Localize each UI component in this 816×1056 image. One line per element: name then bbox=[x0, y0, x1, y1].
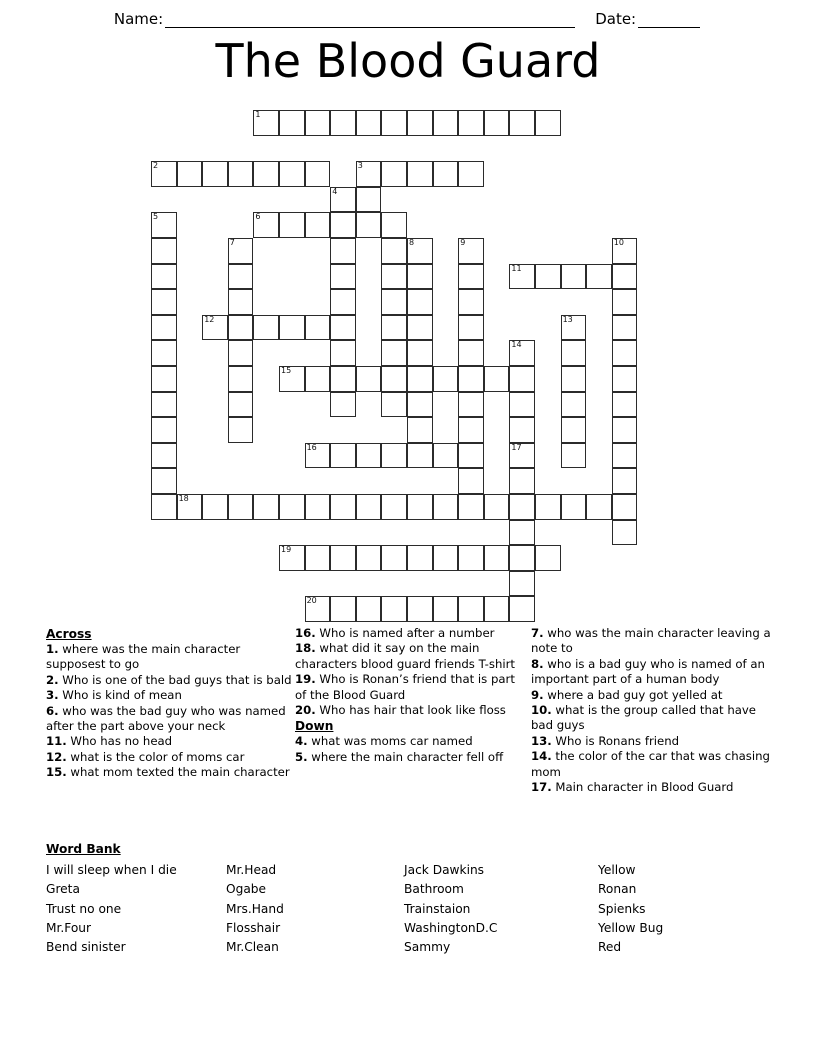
word-bank-item: Ronan bbox=[598, 882, 637, 897]
crossword-cell[interactable] bbox=[279, 161, 305, 187]
crossword-cell[interactable] bbox=[253, 212, 279, 238]
word-bank-item: Red bbox=[598, 940, 622, 955]
crossword-cell[interactable] bbox=[458, 392, 484, 418]
clue-number: 1. bbox=[46, 642, 59, 656]
crossword-cell[interactable] bbox=[535, 264, 561, 290]
word-bank-item: Mr.Head bbox=[226, 863, 277, 877]
clue-number: 9. bbox=[531, 687, 544, 702]
clue-item: 10. what is the group called that have bad guys bbox=[531, 703, 756, 733]
crossword-cell[interactable] bbox=[356, 545, 382, 571]
crossword-cell[interactable] bbox=[381, 315, 407, 341]
clue-item: 20. Who has hair that look like floss bbox=[295, 703, 506, 718]
clue-number: 3. bbox=[46, 688, 59, 703]
word-bank-item: Mr.Four bbox=[46, 920, 92, 935]
crossword-cell[interactable] bbox=[509, 264, 535, 290]
clue-number: 18. bbox=[295, 641, 316, 656]
clue-item: 17. Main character in Blood Guard bbox=[531, 780, 734, 795]
crossword-cell[interactable] bbox=[509, 468, 535, 494]
crossword-cell[interactable] bbox=[458, 161, 484, 187]
crossword-cell[interactable] bbox=[228, 161, 254, 187]
cell-number-15: 15 bbox=[281, 366, 292, 375]
crossword-cell[interactable] bbox=[458, 289, 484, 315]
crossword-cell[interactable] bbox=[151, 264, 177, 290]
cell-number-18: 18 bbox=[178, 494, 189, 503]
crossword-cell[interactable] bbox=[228, 238, 254, 264]
clue-number: 20. bbox=[295, 703, 316, 718]
crossword-cell[interactable] bbox=[458, 110, 484, 136]
cell-number-5: 5 bbox=[153, 212, 159, 222]
clue-item: 2. Who is one of the bad guys that is bald bbox=[46, 672, 292, 687]
crossword-cell[interactable] bbox=[381, 238, 407, 264]
crossword-cell[interactable] bbox=[253, 315, 279, 341]
crossword-cell[interactable] bbox=[407, 494, 433, 520]
crossword-cell[interactable] bbox=[253, 161, 279, 187]
crossword-cell[interactable] bbox=[381, 264, 407, 290]
crossword-cell[interactable] bbox=[305, 494, 331, 520]
crossword-cell[interactable] bbox=[612, 264, 638, 290]
clues-column-2 bbox=[295, 626, 527, 765]
crossword-cell[interactable] bbox=[458, 494, 484, 520]
cell-number-14: 14 bbox=[511, 340, 522, 350]
crossword-cell[interactable] bbox=[612, 315, 638, 341]
crossword-cell[interactable] bbox=[228, 264, 254, 290]
crossword-cell[interactable] bbox=[151, 417, 177, 443]
crossword-cell[interactable] bbox=[305, 315, 331, 341]
crossword-cell[interactable] bbox=[407, 161, 433, 187]
crossword-cell[interactable] bbox=[330, 212, 356, 238]
crossword-cell[interactable] bbox=[381, 596, 407, 622]
word-bank-item: Greta bbox=[46, 882, 80, 897]
crossword-cell[interactable] bbox=[330, 315, 356, 341]
clue-number: 19. bbox=[295, 672, 316, 687]
crossword-cell[interactable] bbox=[561, 494, 587, 520]
crossword-cell[interactable] bbox=[381, 494, 407, 520]
clue-number: 12. bbox=[46, 749, 67, 764]
crossword-cell[interactable] bbox=[253, 110, 279, 136]
crossword-cell[interactable] bbox=[586, 494, 612, 520]
cell-number-1: 1 bbox=[255, 110, 261, 119]
crossword-cell[interactable] bbox=[458, 417, 484, 443]
crossword-cell[interactable] bbox=[407, 264, 433, 290]
word-bank-item: I will sleep when I die bbox=[46, 863, 177, 877]
crossword-cell[interactable] bbox=[612, 340, 638, 366]
crossword-cell[interactable] bbox=[433, 443, 459, 469]
across-heading: Across bbox=[46, 627, 92, 641]
crossword-cell[interactable] bbox=[612, 392, 638, 418]
crossword-cell[interactable] bbox=[279, 212, 305, 238]
crossword-cell[interactable] bbox=[612, 494, 638, 520]
crossword-cell[interactable] bbox=[356, 212, 382, 238]
crossword-cell[interactable] bbox=[561, 417, 587, 443]
crossword-cell[interactable] bbox=[484, 110, 510, 136]
crossword-cell[interactable] bbox=[356, 494, 382, 520]
crossword-cell[interactable] bbox=[509, 340, 535, 366]
crossword-cell[interactable] bbox=[509, 110, 535, 136]
crossword-cell[interactable] bbox=[202, 315, 228, 341]
clue-number: 10. bbox=[531, 703, 552, 718]
clue-item: 18. what did it say on the main characters blood guard friends T-shirt bbox=[295, 641, 515, 671]
cell-number-3: 3 bbox=[357, 161, 363, 171]
crossword-cell[interactable] bbox=[381, 289, 407, 315]
crossword-cell[interactable] bbox=[177, 161, 203, 187]
crossword-cell[interactable] bbox=[279, 366, 305, 392]
clue-number: 7. bbox=[531, 626, 544, 640]
crossword-cell[interactable] bbox=[561, 443, 587, 469]
clue-item: 6. who was the bad guy who was named after the part above your neck bbox=[46, 703, 286, 734]
crossword-cell[interactable] bbox=[407, 443, 433, 469]
crossword-cell[interactable] bbox=[356, 596, 382, 622]
crossword-cell[interactable] bbox=[407, 545, 433, 571]
cell-number-10: 10 bbox=[613, 238, 624, 247]
crossword-cell[interactable] bbox=[228, 494, 254, 520]
clue-number: 14. bbox=[531, 749, 552, 764]
crossword-cell[interactable] bbox=[407, 340, 433, 366]
word-bank-item: Bathroom bbox=[404, 882, 464, 897]
cell-number-2: 2 bbox=[153, 161, 159, 171]
crossword-cell[interactable] bbox=[356, 161, 382, 187]
clue-number: 15. bbox=[46, 765, 67, 780]
word-bank-section bbox=[46, 840, 776, 957]
crossword-cell[interactable] bbox=[305, 596, 331, 622]
crossword-cell[interactable] bbox=[330, 545, 356, 571]
clue-item: 1. where was the main character supposest to go bbox=[46, 642, 241, 672]
crossword-cell[interactable] bbox=[279, 545, 305, 571]
clues-column-1 bbox=[46, 626, 294, 781]
crossword-cell[interactable] bbox=[151, 494, 177, 520]
crossword-cell[interactable] bbox=[458, 315, 484, 341]
crossword-cell[interactable] bbox=[228, 315, 254, 341]
word-bank-item: Trainstaion bbox=[404, 901, 471, 916]
crossword-cell[interactable] bbox=[151, 340, 177, 366]
crossword-cell[interactable] bbox=[305, 161, 331, 187]
crossword-cell[interactable] bbox=[305, 110, 331, 136]
crossword-cell[interactable] bbox=[151, 468, 177, 494]
crossword-cell[interactable] bbox=[509, 596, 535, 622]
crossword-cell[interactable] bbox=[305, 545, 331, 571]
clue-number: 4. bbox=[295, 734, 308, 749]
crossword-cell[interactable] bbox=[484, 545, 510, 571]
word-bank-item: Mr.Clean bbox=[226, 940, 279, 955]
cell-number-20: 20 bbox=[306, 596, 317, 606]
clue-item: 3. Who is kind of mean bbox=[46, 688, 182, 703]
crossword-cell[interactable] bbox=[381, 443, 407, 469]
crossword-cell[interactable] bbox=[561, 315, 587, 341]
clue-number: 13. bbox=[531, 733, 552, 748]
word-bank-item: Trust no one bbox=[46, 901, 122, 916]
crossword-cell[interactable] bbox=[561, 366, 587, 392]
cell-number-12: 12 bbox=[204, 314, 215, 324]
cell-number-16: 16 bbox=[306, 442, 317, 452]
clue-number: 17. bbox=[531, 780, 552, 795]
crossword-cell[interactable] bbox=[253, 494, 279, 520]
crossword-cell[interactable] bbox=[330, 110, 356, 136]
clue-item: 7. who was the main character leaving a note to bbox=[531, 626, 771, 656]
name-label: Name: bbox=[113, 10, 164, 28]
clue-item: 14. the color of the car that was chasing mom bbox=[531, 749, 770, 779]
clue-item: 8. who is a bad guy who is named of an important part of a human body bbox=[531, 656, 765, 687]
down-heading: Down bbox=[295, 719, 334, 734]
crossword-cell[interactable] bbox=[509, 494, 535, 520]
crossword-cell[interactable] bbox=[330, 392, 356, 418]
crossword-cell[interactable] bbox=[330, 494, 356, 520]
crossword-cell[interactable] bbox=[279, 110, 305, 136]
clue-number: 8. bbox=[531, 656, 544, 671]
crossword-cell[interactable] bbox=[228, 366, 254, 392]
crossword-cell[interactable] bbox=[407, 289, 433, 315]
clue-number: 11. bbox=[46, 734, 67, 749]
crossword-cell[interactable] bbox=[612, 366, 638, 392]
clue-item: 4. what was moms car named bbox=[295, 734, 473, 749]
crossword-cell[interactable] bbox=[458, 443, 484, 469]
cell-number-6: 6 bbox=[255, 212, 261, 222]
crossword-cell[interactable] bbox=[458, 468, 484, 494]
crossword-cell[interactable] bbox=[612, 520, 638, 546]
crossword-cell[interactable] bbox=[151, 289, 177, 315]
cell-number-19: 19 bbox=[281, 545, 292, 555]
word-bank-item: Ogabe bbox=[226, 882, 267, 897]
crossword-cell[interactable] bbox=[279, 494, 305, 520]
crossword-cell[interactable] bbox=[381, 340, 407, 366]
crossword-cell[interactable] bbox=[330, 596, 356, 622]
crossword-cell[interactable] bbox=[458, 366, 484, 392]
crossword-cell[interactable] bbox=[305, 443, 331, 469]
crossword-cell[interactable] bbox=[330, 340, 356, 366]
crossword-cell[interactable] bbox=[509, 520, 535, 546]
word-bank-item: Flosshair bbox=[226, 920, 281, 935]
crossword-cell[interactable] bbox=[484, 494, 510, 520]
cell-number-8: 8 bbox=[409, 238, 415, 247]
clue-item: 16. Who is named after a number bbox=[295, 626, 495, 640]
word-bank-item: Mrs.Hand bbox=[226, 901, 284, 916]
crossword-cell[interactable] bbox=[407, 110, 433, 136]
crossword-cell[interactable] bbox=[151, 315, 177, 341]
crossword-cell[interactable] bbox=[356, 187, 382, 213]
crossword-cell[interactable] bbox=[458, 596, 484, 622]
word-bank-item: Bend sinister bbox=[46, 940, 126, 955]
crossword-cell[interactable] bbox=[151, 366, 177, 392]
crossword-cell[interactable] bbox=[356, 366, 382, 392]
date-label: Date: bbox=[595, 10, 637, 28]
crossword-cell[interactable] bbox=[458, 545, 484, 571]
crossword-cell[interactable] bbox=[330, 289, 356, 315]
crossword-cell[interactable] bbox=[228, 340, 254, 366]
crossword-cell[interactable] bbox=[330, 366, 356, 392]
crossword-cell[interactable] bbox=[151, 212, 177, 238]
crossword-cell[interactable] bbox=[433, 366, 459, 392]
clue-item: 13. Who is Ronans friend bbox=[531, 733, 680, 748]
crossword-cell[interactable] bbox=[151, 443, 177, 469]
crossword-cell[interactable] bbox=[356, 110, 382, 136]
crossword-cell[interactable] bbox=[535, 494, 561, 520]
crossword-cell[interactable] bbox=[612, 238, 638, 264]
crossword-cell[interactable] bbox=[202, 161, 228, 187]
crossword-cell[interactable] bbox=[535, 545, 561, 571]
crossword-cell[interactable] bbox=[407, 417, 433, 443]
clue-item: 5. where the main character fell off bbox=[295, 749, 504, 764]
clues-section bbox=[46, 626, 776, 836]
word-bank-item: Yellow bbox=[598, 863, 636, 877]
crossword-cell[interactable] bbox=[381, 545, 407, 571]
crossword-cell[interactable] bbox=[407, 366, 433, 392]
word-bank-heading: Word Bank bbox=[46, 842, 121, 856]
clue-number: 5. bbox=[295, 749, 308, 764]
crossword-cell[interactable] bbox=[509, 571, 535, 597]
clue-item: 15. what mom texted the main character bbox=[46, 765, 290, 780]
word-bank-item: Spienks bbox=[598, 901, 646, 916]
crossword-cell[interactable] bbox=[612, 443, 638, 469]
crossword-cell[interactable] bbox=[381, 212, 407, 238]
crossword-cell[interactable] bbox=[509, 417, 535, 443]
crossword-cell[interactable] bbox=[330, 264, 356, 290]
crossword-cell[interactable] bbox=[151, 392, 177, 418]
crossword-cell[interactable] bbox=[458, 238, 484, 264]
clues-column-3 bbox=[531, 626, 779, 795]
crossword-cell[interactable] bbox=[509, 392, 535, 418]
crossword-cell[interactable] bbox=[381, 366, 407, 392]
clue-item: 9. where a bad guy got yelled at bbox=[531, 687, 723, 702]
crossword-cell[interactable] bbox=[407, 238, 433, 264]
cell-number-17: 17 bbox=[511, 442, 522, 452]
clue-item: 12. what is the color of moms car bbox=[46, 749, 245, 764]
crossword-cell[interactable] bbox=[305, 212, 331, 238]
crossword-cell[interactable] bbox=[433, 545, 459, 571]
clue-number: 2. bbox=[46, 672, 59, 687]
cell-number-13: 13 bbox=[562, 314, 573, 324]
cell-number-4: 4 bbox=[332, 186, 338, 196]
clue-item: 11. Who has no head bbox=[46, 734, 173, 749]
crossword-cell[interactable] bbox=[305, 366, 331, 392]
crossword-cell[interactable] bbox=[535, 110, 561, 136]
clue-number: 16. bbox=[295, 626, 316, 640]
crossword-cell[interactable] bbox=[509, 443, 535, 469]
crossword-cell[interactable] bbox=[612, 417, 638, 443]
crossword-cell[interactable] bbox=[151, 161, 177, 187]
word-bank-item: WashingtonD.C bbox=[404, 920, 498, 935]
crossword-cell[interactable] bbox=[356, 443, 382, 469]
cell-number-11: 11 bbox=[511, 263, 522, 273]
crossword-cell[interactable] bbox=[279, 315, 305, 341]
crossword-cell[interactable] bbox=[484, 596, 510, 622]
crossword-cell[interactable] bbox=[330, 187, 356, 213]
word-bank-item: Yellow Bug bbox=[598, 920, 664, 935]
crossword-cell[interactable] bbox=[509, 366, 535, 392]
cell-number-7: 7 bbox=[229, 238, 235, 247]
crossword-cell[interactable] bbox=[177, 494, 203, 520]
crossword-cell[interactable] bbox=[330, 238, 356, 264]
clue-item: 19. Who is Ronan’s friend that is part of the Blood Guard bbox=[295, 672, 515, 702]
crossword-cell[interactable] bbox=[586, 264, 612, 290]
crossword-cell[interactable] bbox=[330, 443, 356, 469]
crossword-cell[interactable] bbox=[433, 596, 459, 622]
crossword-cell[interactable] bbox=[484, 366, 510, 392]
crossword-cell[interactable] bbox=[228, 417, 254, 443]
clue-number: 6. bbox=[46, 703, 59, 718]
crossword-cell[interactable] bbox=[433, 110, 459, 136]
crossword-cell[interactable] bbox=[151, 238, 177, 264]
crossword-cell[interactable] bbox=[407, 315, 433, 341]
word-bank-item: Jack Dawkins bbox=[404, 863, 485, 877]
cell-number-9: 9 bbox=[460, 238, 466, 247]
crossword-cell[interactable] bbox=[612, 468, 638, 494]
crossword-cell[interactable] bbox=[458, 340, 484, 366]
crossword-cell[interactable] bbox=[228, 289, 254, 315]
crossword-cell[interactable] bbox=[381, 392, 407, 418]
word-bank-list bbox=[46, 861, 776, 957]
crossword-cell[interactable] bbox=[381, 110, 407, 136]
crossword-cell[interactable] bbox=[458, 264, 484, 290]
crossword-cell[interactable] bbox=[228, 392, 254, 418]
crossword-cell[interactable] bbox=[407, 392, 433, 418]
word-bank-item: Sammy bbox=[404, 940, 451, 955]
crossword-cell[interactable] bbox=[381, 161, 407, 187]
crossword-cell[interactable] bbox=[202, 494, 228, 520]
crossword-cell[interactable] bbox=[433, 161, 459, 187]
crossword-cell[interactable] bbox=[509, 545, 535, 571]
crossword-cell[interactable] bbox=[407, 596, 433, 622]
crossword-cell[interactable] bbox=[561, 340, 587, 366]
crossword-cell[interactable] bbox=[612, 289, 638, 315]
crossword-cell[interactable] bbox=[561, 264, 587, 290]
page-title: The Blood Guard bbox=[215, 34, 601, 88]
crossword-cell[interactable] bbox=[561, 392, 587, 418]
crossword-cell[interactable] bbox=[433, 494, 459, 520]
